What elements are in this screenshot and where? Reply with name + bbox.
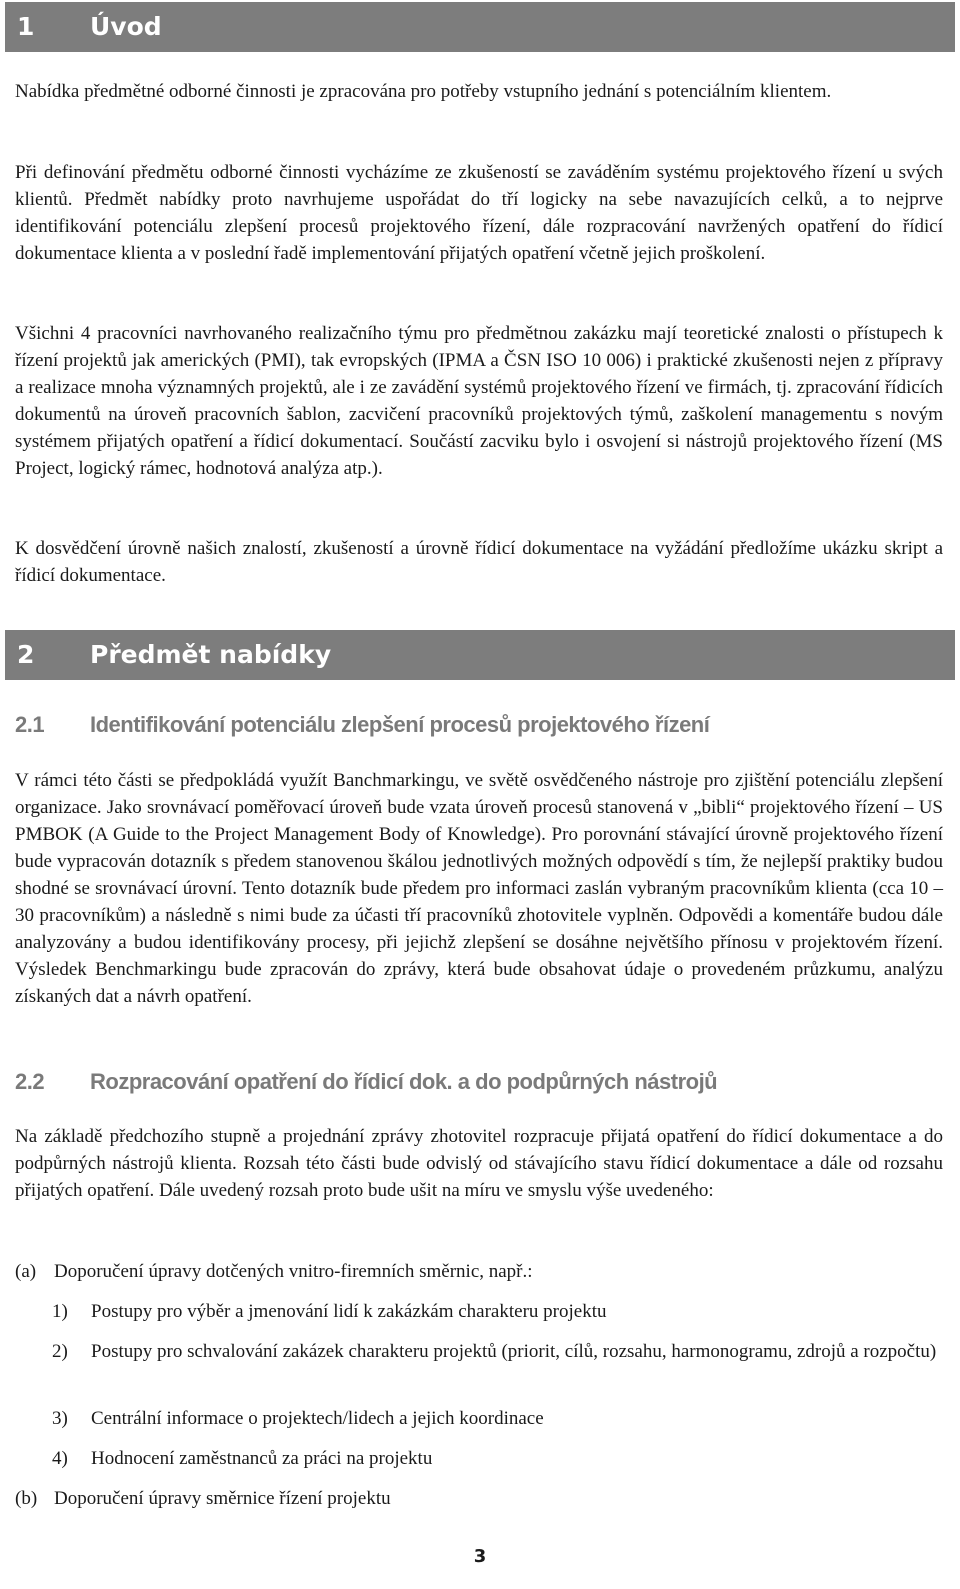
list-item [52, 1338, 943, 1365]
subsection-title: Rozpracování opatření do řídicí dok. a do podpůrných nástrojů [90, 1069, 718, 1094]
subsection-number: 2.2 [15, 1069, 45, 1094]
section-title: Úvod [90, 12, 162, 41]
subsection-title: Identifikování potenciálu zlepšení procesů projektového řízení [90, 712, 710, 737]
list-item-text: Doporučení úpravy směrnice řízení projektu [54, 1488, 391, 1509]
list-item-label: (a) [15, 1261, 37, 1282]
list-item-text: Postupy pro schvalování zakázek charakteru projektů (priorit, cílů, rozsahu, harmonogramu, zdrojů a rozpočtu) [91, 1341, 937, 1362]
subsection-2-2-paragraph: Na základě předchozího stupně a projednání zprávy zhotovitel rozpracuje přijatá opatření do řídicí dokumentace a do podpůrných nástrojů klienta. Rozsah této části bude odvislý od stávajícího stavu řídicí dokumentace a dále od rozsahu přijatých opatření. Dále uvedený rozsah proto bude ušit na míru ve smyslu výše uvedeného: [15, 1126, 943, 1201]
section-number: 1 [17, 12, 35, 41]
section-heading-1 [5, 2, 955, 52]
list-item-label: 1) [52, 1301, 68, 1322]
section-heading-2 [5, 630, 955, 680]
list-item-text: Hodnocení zaměstnanců za práci na projektu [91, 1448, 433, 1469]
list-item [15, 1485, 943, 1512]
list-item-text: Postupy pro výběr a jmenování lidí k zakázkám charakteru projektu [91, 1301, 607, 1322]
list-item-text: Doporučení úpravy dotčených vnitro-firemních směrnic, např.: [54, 1261, 533, 1282]
intro-paragraph-2: Při definování předmětu odborné činnosti vycházíme ze zkušeností se zaváděním systému projektového řízení u svých klientů. Předmět nabídky proto navrhujeme uspořádat do tří logicky na sebe navazujících celků, a to nejprve identifikování potenciálu zlepšení procesů projektového řízení, dále rozpracování navržených opatření do řídicí dokumentace klienta a v poslední řadě implementování přijatých opatření včetně jejich proškolení. [15, 162, 943, 264]
section-number: 2 [17, 640, 35, 669]
list-item [15, 1258, 943, 1285]
list-item [52, 1445, 943, 1472]
list-item-label: 2) [52, 1341, 68, 1362]
subsection-number: 2.1 [15, 712, 45, 737]
intro-paragraph-4: K dosvědčení úrovně našich znalostí, zkušeností a úrovně řídicí dokumentace na vyžádání předložíme ukázku skript a řídicí dokumentace. [15, 538, 943, 586]
intro-paragraph-1: Nabídka předmětné odborné činnosti je zpracována pro potřeby vstupního jednání s potenciálním klientem. [15, 81, 832, 102]
list-item-label: 4) [52, 1448, 68, 1469]
section-title: Předmět nabídky [90, 640, 332, 669]
list-item-text: Centrální informace o projektech/lidech a jejich koordinace [91, 1408, 544, 1429]
subsection-2-1-paragraph: V rámci této části se předpokládá využít Banchmarkingu, ve světě osvědčeného nástroje pro zjištění potenciálu zlepšení organizace. Jako srovnávací poměřovací úroveň bude vzata úroveň procesů stanovená v „bibli“ projektového řízení – US PMBOK (A Guide to the Project Management Body of Knowledge). Pro porovnání stávající úrovně projektového řízení bude vypracován dotazník s předem stanovenou škálou jednotlivých možných odpovědí s tím, že nejlepší praktiky budou shodné se srovnávací úrovní. Tento dotazník bude předem pro informaci zaslán vybraným pracovníkům klienta (cca 10 – 30 pracovníkům) a následně s nimi bude za účasti tří pracovníků zhotovitele vyplněn. Odpovědi a komentáře budou dále analyzovány a budou identifikovány procesy, při jejichž zlepšení se dosáhne největšího přínosu v projektovém řízení. Výsledek Benchmarkingu bude zpracován do zprávy, která bude obsahovat údaje o provedeném průzkumu, analýzu získaných dat a návrh opatření. [15, 770, 943, 1007]
list-item [52, 1405, 943, 1432]
list-item-label: (b) [15, 1488, 38, 1509]
page-number: 3 [473, 1546, 487, 1567]
intro-paragraph-3: Všichni 4 pracovníci navrhovaného realizačního týmu pro předmětnou zakázku mají teoretické znalosti o přístupech k řízení projektů jak amerických (PMI), tak evropských (IPMA a ČSN ISO 10 006) i praktické zkušenosti nejen z přípravy a realizace mnoha významných projektů, ale i ze zavádění systémů projektového řízení ve firmách, tj. zpracování řídicích dokumentů na úroveň pracovních šablon, zacvičení pracovníků projektových týmů, zaškolení managementu s novým systémem přijatých opatření a řídicí dokumentací. Součástí zacviku bylo i osvojení si nástrojů projektového řízení (MS Project, logický rámec, hodnotová analýza atp.). [15, 323, 943, 479]
list-item-label: 3) [52, 1408, 68, 1429]
list-item [52, 1298, 943, 1325]
